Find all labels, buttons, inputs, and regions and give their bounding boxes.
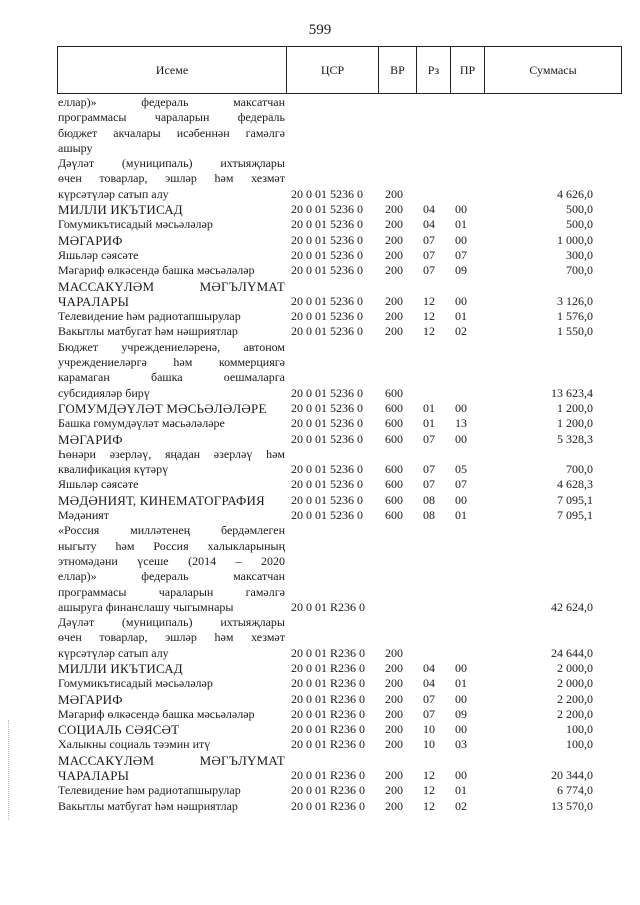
row-name <box>58 477 285 492</box>
row-sum: 300,0 <box>566 247 593 262</box>
row-vr: 200 <box>385 186 403 201</box>
table-row <box>58 401 593 416</box>
table-row <box>58 493 593 508</box>
row-csr: 20 0 01 5236 0 <box>291 186 363 201</box>
row-sum: 700,0 <box>566 263 593 278</box>
row-name <box>58 340 285 401</box>
row-name-line: Халыкны социаль тәэмин итү <box>58 737 211 752</box>
row-sum: 500,0 <box>566 217 593 232</box>
row-name <box>58 508 285 523</box>
row-vr: 200 <box>385 676 403 691</box>
row-csr: 20 0 01 5236 0 <box>291 263 363 278</box>
row-vr: 200 <box>385 783 403 798</box>
row-csr: 20 0 01 R236 0 <box>291 737 366 752</box>
row-sum: 2 000,0 <box>557 676 593 691</box>
row-name <box>58 95 285 156</box>
row-name-line: ЧАРАЛАРЫ <box>58 293 130 309</box>
row-rz: 04 <box>423 660 435 675</box>
row-name-line: Һөнәри әзерләү, яңадан әзерләү һәм <box>58 446 285 461</box>
row-name <box>58 676 285 691</box>
row-rz: 07 <box>423 462 435 477</box>
row-csr: 20 0 01 5236 0 <box>291 309 363 324</box>
row-name <box>58 707 285 722</box>
row-rz: 01 <box>423 400 435 415</box>
row-vr: 200 <box>385 768 403 783</box>
row-rz: 08 <box>423 492 435 507</box>
row-sum: 1 576,0 <box>557 309 593 324</box>
row-csr: 20 0 01 5236 0 <box>291 477 363 492</box>
row-sum: 4 626,0 <box>557 186 593 201</box>
row-name-line: ГОМУМДӘҮЛӘТ МӘСЬӘЛӘЛӘРЕ <box>58 400 267 416</box>
table-row <box>58 783 593 798</box>
row-name-line: Яшьләр сәясәте <box>58 247 139 262</box>
row-csr: 20 0 01 5236 0 <box>291 400 363 415</box>
row-pr: 00 <box>455 431 467 446</box>
row-csr: 20 0 01 5236 0 <box>291 232 363 247</box>
row-name-line: Мәгариф өлкәсендә башка мәсьәләләр <box>58 706 255 721</box>
row-sum: 7 095,1 <box>557 508 593 523</box>
row-name-line: Гомумикътисадый мәсьәләләр <box>58 217 213 232</box>
row-name <box>58 722 285 737</box>
row-sum: 3 126,0 <box>557 293 593 308</box>
row-rz: 12 <box>423 768 435 783</box>
row-name-line: ныгыту һәм Россия халыкларының <box>58 538 285 553</box>
row-rz: 12 <box>423 309 435 324</box>
row-name-line: Вакытлы матбугат һәм нәшриятлар <box>58 798 238 813</box>
row-pr: 01 <box>455 309 467 324</box>
row-rz: 07 <box>423 691 435 706</box>
table-header <box>57 46 622 94</box>
table-row <box>58 753 593 784</box>
row-csr: 20 0 01 5236 0 <box>291 324 363 339</box>
row-pr: 03 <box>455 737 467 752</box>
row-name-line: ЧАРАЛАРЫ <box>58 768 130 784</box>
row-name <box>58 156 285 202</box>
row-sum: 20 344,0 <box>551 768 593 783</box>
row-csr: 20 0 01 5236 0 <box>291 293 363 308</box>
table-row <box>58 248 593 263</box>
row-rz: 01 <box>423 416 435 431</box>
row-name <box>58 279 285 310</box>
row-name-line: учреждениеләргә һәм коммерциягә <box>58 355 285 370</box>
row-pr: 00 <box>455 400 467 415</box>
row-csr: 20 0 01 R236 0 <box>291 676 366 691</box>
row-sum: 2 000,0 <box>557 660 593 675</box>
row-sum: 1 200,0 <box>557 400 593 415</box>
row-csr: 20 0 01 5236 0 <box>291 462 363 477</box>
row-vr: 200 <box>385 247 403 262</box>
row-name <box>58 493 285 508</box>
row-name-line: Вакытлы матбугат һәм нәшриятлар <box>58 324 238 339</box>
row-sum: 1 200,0 <box>557 416 593 431</box>
row-sum: 100,0 <box>566 722 593 737</box>
row-rz: 10 <box>423 737 435 752</box>
row-rz: 04 <box>423 202 435 217</box>
row-sum: 5 328,3 <box>557 431 593 446</box>
row-name-line: МИЛЛИ ИКЪТИСАД <box>58 660 183 676</box>
row-name <box>58 737 285 752</box>
row-rz: 04 <box>423 217 435 232</box>
row-name-line: Яшьләр сәясәте <box>58 477 139 492</box>
row-name-line: субсидияләр бирү <box>58 385 150 400</box>
table-row <box>58 95 593 156</box>
row-pr: 00 <box>455 660 467 675</box>
row-pr: 01 <box>455 217 467 232</box>
row-csr: 20 0 01 5236 0 <box>291 217 363 232</box>
row-pr: 00 <box>455 691 467 706</box>
row-csr: 20 0 01 R236 0 <box>291 783 366 798</box>
row-name <box>58 263 285 278</box>
row-name-line: Мәгариф өлкәсендә башка мәсьәләләр <box>58 263 255 278</box>
table-row <box>58 309 593 324</box>
header-csr: ЦСР <box>287 47 379 93</box>
row-csr: 20 0 01 5236 0 <box>291 416 363 431</box>
row-csr: 20 0 01 5236 0 <box>291 492 363 507</box>
row-name-line: өчен товарлар, эшләр һәм хезмәт <box>58 171 285 186</box>
row-csr: 20 0 01 R236 0 <box>291 706 366 721</box>
row-vr: 200 <box>385 706 403 721</box>
row-name-line: карамаган башка оешмаларга <box>58 370 285 385</box>
row-vr: 200 <box>385 263 403 278</box>
row-name-line: МАССАКҮЛӘМ МӘГЪЛҮМАТ <box>58 752 285 768</box>
row-name-line: Башка гомумдәүләт мәсьәләләре <box>58 416 225 431</box>
row-pr: 00 <box>455 202 467 217</box>
row-vr: 200 <box>385 660 403 675</box>
row-name-line: МӘГАРИФ <box>58 232 123 248</box>
row-name-line: Гомумикътисадый мәсьәләләр <box>58 676 213 691</box>
margin-mark <box>8 720 10 820</box>
row-name-line: МӘГАРИФ <box>58 431 123 447</box>
row-vr: 200 <box>385 691 403 706</box>
row-name-line: күрсәтүләр сатып алу <box>58 645 169 660</box>
row-csr: 20 0 01 5236 0 <box>291 202 363 217</box>
row-name <box>58 783 285 798</box>
row-sum: 2 200,0 <box>557 691 593 706</box>
row-name-line: квалификация күтәрү <box>58 462 169 477</box>
table-row <box>58 447 593 478</box>
row-csr: 20 0 01 R236 0 <box>291 768 366 783</box>
row-name-line: еллар)» федераль максатчан <box>58 569 285 584</box>
table-row <box>58 263 593 278</box>
row-rz: 12 <box>423 783 435 798</box>
row-name-line: еллар)» федераль максатчан <box>58 95 285 109</box>
row-vr: 600 <box>385 385 403 400</box>
row-name-line: Телевидение һәм радиотапшырулар <box>58 783 241 798</box>
table-row <box>58 692 593 707</box>
row-name-line: «Россия милләтенең бердәмлеген <box>58 523 285 538</box>
row-csr: 20 0 01 5236 0 <box>291 508 363 523</box>
table-row <box>58 340 593 401</box>
row-rz: 07 <box>423 263 435 278</box>
row-sum: 100,0 <box>566 737 593 752</box>
header-vr: ВР <box>379 47 417 93</box>
row-pr: 09 <box>455 706 467 721</box>
table-body <box>58 95 593 814</box>
row-name <box>58 615 285 661</box>
row-name-line: Дәүләт (муниципаль) ихтыяҗлары <box>58 156 285 171</box>
row-pr: 00 <box>455 293 467 308</box>
row-name-line: өчен товарлар, эшләр һәм хезмәт <box>58 630 285 645</box>
row-sum: 24 644,0 <box>551 645 593 660</box>
row-name-line: СОЦИАЛЬ СӘЯСӘТ <box>58 722 180 738</box>
row-pr: 02 <box>455 798 467 813</box>
row-rz: 12 <box>423 293 435 308</box>
table-row <box>58 737 593 752</box>
row-sum: 500,0 <box>566 202 593 217</box>
row-name <box>58 309 285 324</box>
row-pr: 00 <box>455 492 467 507</box>
row-vr: 200 <box>385 202 403 217</box>
row-name-line: МАССАКҮЛӘМ МӘГЪЛҮМАТ <box>58 278 285 294</box>
row-vr: 200 <box>385 324 403 339</box>
header-name: Исеме <box>58 47 287 93</box>
row-vr: 200 <box>385 722 403 737</box>
row-name <box>58 324 285 339</box>
table-row <box>58 217 593 232</box>
row-vr: 600 <box>385 431 403 446</box>
row-name <box>58 523 285 615</box>
row-csr: 20 0 01 R236 0 <box>291 691 366 706</box>
row-pr: 05 <box>455 462 467 477</box>
row-name-line: күрсәтүләр сатып алу <box>58 186 169 201</box>
row-vr: 200 <box>385 309 403 324</box>
row-pr: 01 <box>455 508 467 523</box>
row-rz: 07 <box>423 477 435 492</box>
row-sum: 42 624,0 <box>551 599 593 614</box>
row-csr: 20 0 01 5236 0 <box>291 431 363 446</box>
row-sum: 7 095,1 <box>557 492 593 507</box>
table-row <box>58 202 593 217</box>
table-row <box>58 676 593 691</box>
row-name-line: МӘДӘНИЯТ, КИНЕМАТОГРАФИЯ <box>58 492 265 508</box>
row-vr: 600 <box>385 477 403 492</box>
row-sum: 700,0 <box>566 462 593 477</box>
row-name <box>58 447 285 478</box>
row-csr: 20 0 01 R236 0 <box>291 599 366 614</box>
header-pr: ПР <box>451 47 485 93</box>
row-pr: 09 <box>455 263 467 278</box>
table-row <box>58 707 593 722</box>
row-rz: 07 <box>423 431 435 446</box>
row-name-line: ашыру <box>58 140 93 155</box>
row-csr: 20 0 01 5236 0 <box>291 385 363 400</box>
row-vr: 200 <box>385 293 403 308</box>
row-vr: 200 <box>385 737 403 752</box>
row-sum: 13 570,0 <box>551 798 593 813</box>
page-number: 599 <box>308 22 332 38</box>
table-row <box>58 416 593 431</box>
row-pr: 02 <box>455 324 467 339</box>
row-rz: 04 <box>423 676 435 691</box>
row-csr: 20 0 01 5236 0 <box>291 247 363 262</box>
row-vr: 600 <box>385 492 403 507</box>
row-csr: 20 0 01 R236 0 <box>291 645 366 660</box>
row-sum: 13 623,4 <box>551 385 593 400</box>
table-row <box>58 661 593 676</box>
row-name-line: Мәдәният <box>58 508 110 523</box>
row-pr: 00 <box>455 722 467 737</box>
row-name-line: Бюджет учреждениеләренә, автоном <box>58 339 285 354</box>
row-rz: 10 <box>423 722 435 737</box>
table-row <box>58 156 593 202</box>
row-csr: 20 0 01 R236 0 <box>291 660 366 675</box>
row-vr: 600 <box>385 416 403 431</box>
row-pr: 07 <box>455 477 467 492</box>
header-rz: Рз <box>417 47 451 93</box>
header-sum: Суммасы <box>529 62 577 77</box>
row-rz: 07 <box>423 706 435 721</box>
row-name <box>58 416 285 431</box>
row-name <box>58 661 285 676</box>
row-name-line: бюджет акчалары исәбеннән гамәлгә <box>58 125 285 140</box>
table-row <box>58 233 593 248</box>
row-name <box>58 217 285 232</box>
row-sum: 1 550,0 <box>557 324 593 339</box>
row-name-line: этномәдәни үсеше (2014 – 2020 <box>58 553 285 568</box>
row-vr: 600 <box>385 508 403 523</box>
row-name <box>58 692 285 707</box>
row-name-line: МӘГАРИФ <box>58 691 123 707</box>
row-name <box>58 202 285 217</box>
row-rz: 07 <box>423 232 435 247</box>
row-sum: 2 200,0 <box>557 706 593 721</box>
row-csr: 20 0 01 R236 0 <box>291 798 366 813</box>
row-name <box>58 233 285 248</box>
row-vr: 200 <box>385 645 403 660</box>
row-name <box>58 401 285 416</box>
row-pr: 07 <box>455 247 467 262</box>
row-name-line: программасы чараларын гамәлгә <box>58 584 285 599</box>
row-name-line: программасы чараларын федераль <box>58 110 285 125</box>
row-vr: 600 <box>385 400 403 415</box>
row-name <box>58 248 285 263</box>
row-vr: 200 <box>385 232 403 247</box>
row-sum: 4 628,3 <box>557 477 593 492</box>
table-row <box>58 722 593 737</box>
row-csr: 20 0 01 R236 0 <box>291 722 366 737</box>
row-rz: 07 <box>423 247 435 262</box>
row-sum: 6 774,0 <box>557 783 593 798</box>
table-row <box>58 615 593 661</box>
row-pr: 13 <box>455 416 467 431</box>
row-name-line: Дәүләт (муниципаль) ихтыяҗлары <box>58 615 285 630</box>
table-row <box>58 324 593 339</box>
table-row <box>58 799 593 814</box>
row-name-line: МИЛЛИ ИКЪТИСАД <box>58 202 183 218</box>
row-pr: 00 <box>455 232 467 247</box>
row-name <box>58 799 285 814</box>
table-row <box>58 523 593 615</box>
row-vr: 200 <box>385 217 403 232</box>
table-row <box>58 477 593 492</box>
row-rz: 08 <box>423 508 435 523</box>
row-vr: 600 <box>385 462 403 477</box>
row-vr: 200 <box>385 798 403 813</box>
row-rz: 12 <box>423 798 435 813</box>
row-name <box>58 753 285 784</box>
table-row <box>58 432 593 447</box>
table-row <box>58 508 593 523</box>
row-pr: 01 <box>455 676 467 691</box>
row-pr: 00 <box>455 768 467 783</box>
row-name-line: ашыруга финанслашу чыгымнары <box>58 599 234 614</box>
row-pr: 01 <box>455 783 467 798</box>
row-name-line: Телевидение һәм радиотапшырулар <box>58 309 241 324</box>
row-sum: 1 000,0 <box>557 232 593 247</box>
table-row <box>58 279 593 310</box>
row-rz: 12 <box>423 324 435 339</box>
row-name <box>58 432 285 447</box>
